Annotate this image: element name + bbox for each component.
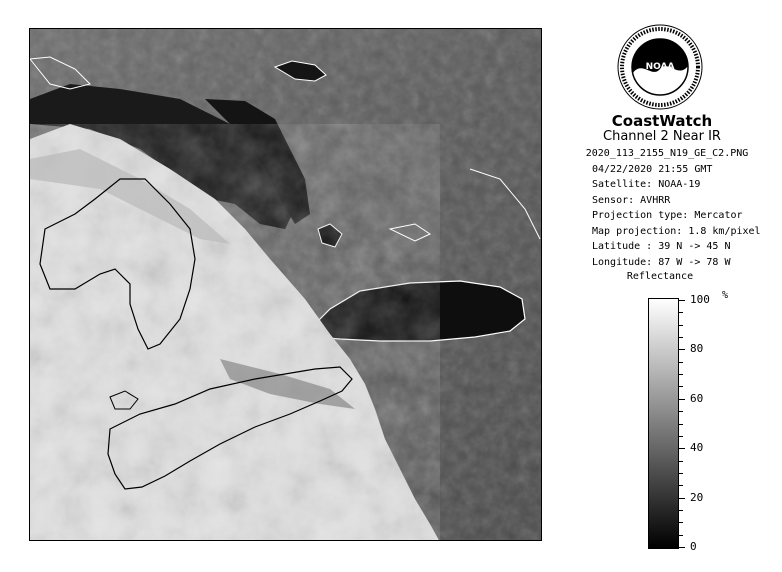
colorbar-minor-tick	[679, 411, 683, 412]
brand-title: CoastWatch	[611, 112, 713, 130]
noaa-seal-icon	[617, 24, 703, 110]
reflectance-colorbar	[648, 298, 679, 549]
projection-type: Projection type: Mercator	[592, 210, 743, 221]
colorbar-minor-tick	[679, 436, 683, 437]
legend-title: Reflectance	[626, 271, 694, 282]
colorbar-minor-tick	[679, 535, 683, 536]
latitude-range: Latitude : 39 N -> 45 N	[592, 241, 731, 252]
satellite-map	[29, 28, 542, 541]
colorbar-minor-tick	[679, 510, 683, 511]
noaa-logo-text: NOAA	[645, 62, 675, 72]
colorbar-tick-label: 0	[690, 540, 697, 553]
colorbar-tick	[679, 399, 685, 400]
colorbar-minor-tick	[679, 374, 683, 375]
colorbar-minor-tick	[679, 473, 683, 474]
colorbar-minor-tick	[679, 337, 683, 338]
colorbar-tick-label: 60	[690, 391, 704, 405]
colorbar-tick	[679, 498, 685, 499]
longitude-range: Longitude: 87 W -> 78 W	[592, 256, 731, 268]
colorbar-tick	[679, 547, 685, 548]
colorbar-minor-tick	[679, 386, 683, 387]
colorbar-tick	[679, 448, 685, 449]
satellite: Satellite: NOAA-19	[592, 179, 701, 190]
colorbar-minor-tick	[679, 312, 683, 313]
colorbar-minor-tick	[679, 485, 683, 486]
colorbar-minor-tick	[679, 325, 683, 326]
colorbar-minor-tick	[679, 424, 683, 425]
satellite-image-icon	[30, 29, 542, 541]
colorbar-tick-label: 100	[690, 293, 710, 306]
metadata-block	[572, 146, 762, 270]
sensor: Sensor: AVHRR	[592, 194, 671, 206]
colorbar-minor-tick	[679, 522, 683, 523]
colorbar-tick-label: 40	[690, 441, 704, 455]
colorbar-minor-tick	[679, 461, 683, 462]
colorbar-minor-tick	[679, 362, 683, 363]
noaa-logo	[617, 24, 703, 110]
colorbar-tick-label: 80	[690, 342, 704, 356]
product-title: Channel 2 Near IR	[603, 129, 721, 144]
colorbar-tick	[679, 300, 685, 301]
datetime: 04/22/2020 21:55 GMT	[592, 163, 713, 175]
map-projection: Map projection: 1.8 km/pixel	[592, 225, 761, 237]
colorbar-tick-label: 20	[690, 490, 704, 504]
colorbar-tick	[679, 349, 685, 350]
filename: 2020_113_2155_N19_GE_C2.PNG	[585, 148, 749, 159]
legend-unit: %	[722, 290, 729, 301]
